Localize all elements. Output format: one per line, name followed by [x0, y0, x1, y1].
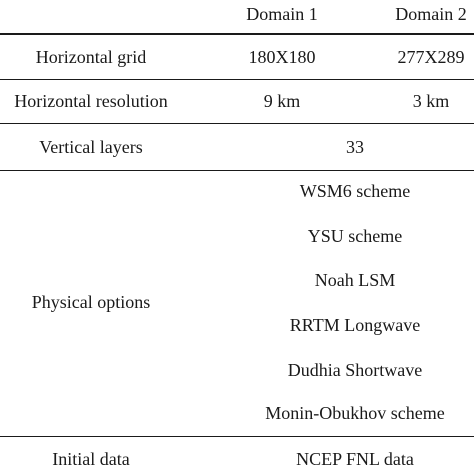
row-label-horizontal-resolution: Horizontal resolution: [14, 91, 168, 111]
cell-horizontal-resolution-domain-2: 3 km: [412, 91, 450, 111]
cell-horizontal-grid-domain-2: 277X289: [397, 47, 465, 67]
row-label-vertical-layers: Vertical layers: [39, 137, 143, 157]
cell-initial-data-value: NCEP FNL data: [296, 449, 414, 469]
cell-vertical-layers-value: 33: [346, 137, 364, 157]
row-divider: [0, 123, 474, 124]
cell-horizontal-resolution-domain-1: 9 km: [263, 91, 301, 111]
physical-option-item: YSU scheme: [307, 226, 403, 246]
physical-option-item: RRTM Longwave: [289, 315, 421, 335]
row-divider: [0, 79, 474, 80]
row-label-physical-options: Physical options: [31, 292, 151, 312]
row-label-initial-data: Initial data: [52, 449, 130, 469]
physical-option-item: Monin-Obukhov scheme: [265, 403, 445, 423]
physical-option-item: Dudhia Shortwave: [287, 360, 423, 380]
row-divider: [0, 170, 474, 171]
header-domain-2: Domain 2: [395, 4, 467, 24]
header-domain-1: Domain 1: [246, 4, 318, 24]
row-label-horizontal-grid: Horizontal grid: [35, 47, 147, 67]
header-rule: [0, 33, 474, 35]
physical-option-item: WSM6 scheme: [299, 181, 411, 201]
row-divider: [0, 436, 474, 437]
cell-horizontal-grid-domain-1: 180X180: [248, 47, 316, 67]
physical-option-item: Noah LSM: [314, 270, 396, 290]
